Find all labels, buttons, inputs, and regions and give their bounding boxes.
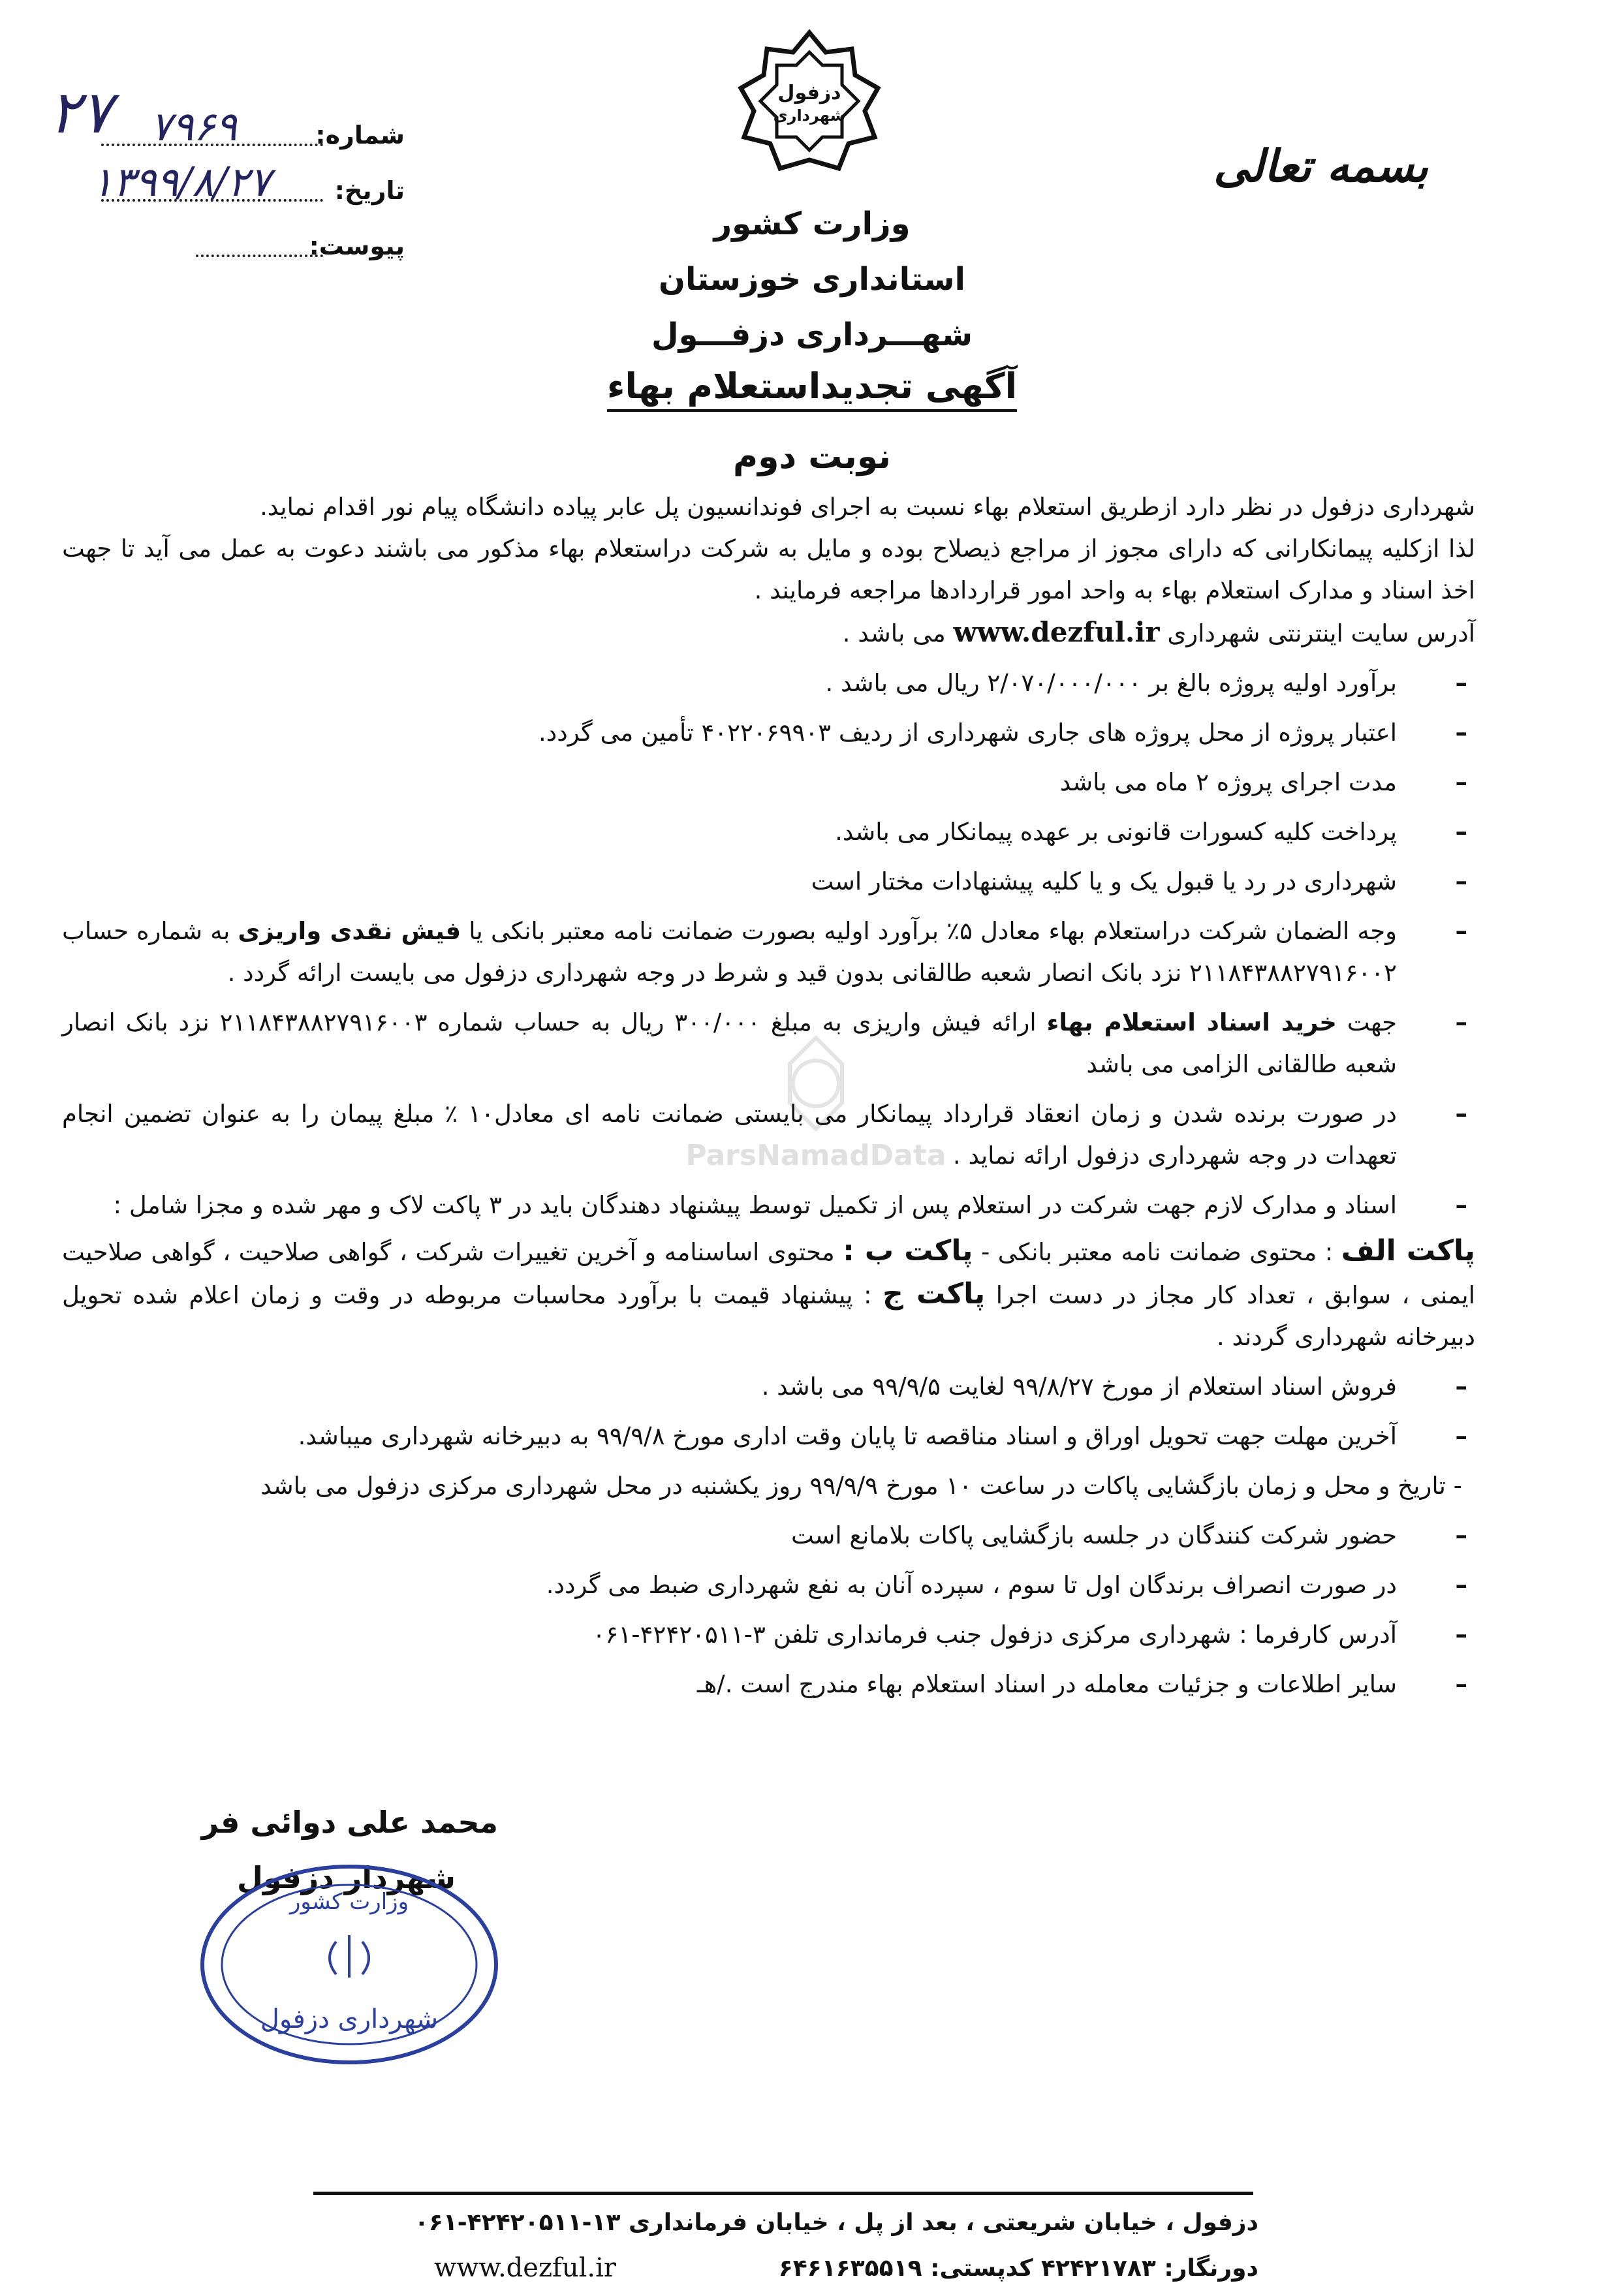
list-item: – شهرداری در رد یا قبول یک و یا کلیه پیشنهادات مختار است [811, 867, 1467, 895]
list-item: – آخرین مهلت جهت تحویل اوراق و اسناد مناقصه تا پایان وقت اداری مورخ ۹۹/۹/۸ به دبیرخانه شهرداری میباشد. [298, 1422, 1467, 1450]
date-label: تاریخ: [334, 176, 405, 205]
list-item: – مدت اجرای پروژه ۲ ماه می باشد [1059, 768, 1467, 796]
list-item: – جهت خرید اسناد استعلام بهاء ارائه فیش واریزی به مبلغ ۳۰۰/۰۰۰ ریال به حساب شماره ۲۱۱۸۴۳۸۸۲۷۹۱۶۰۰۳ نزد بانک انصار شعبه طالقانی الزامی می باشد [62, 1008, 1467, 1078]
footer-fax-postal: دورنگار: ۴۲۴۲۱۷۸۳ کدپستی: ۶۴۶۱۶۳۵۵۱۹ [778, 2255, 1258, 2282]
footer-address: دزفول ، خیابان شریعتی ، بعد از پل ، خیابان فرمانداری ۱۳-۴۲۴۲۰۵۱۱-۰۶۱ [414, 2209, 1258, 2236]
packet-b-text: محتوی اساسنامه و آخرین تغییرات شرکت ، گواهی صلاحیت ، گواهی صلاحیت ایمنی ، سوابق ، تعداد کار مجاز در دست اجرا [62, 1238, 1476, 1309]
list-item: – برآورد اولیه پروژه بالغ بر ۲/۰۷۰/۰۰۰/۰۰۰ ریال می باشد . [825, 669, 1467, 697]
footer-divider [313, 2192, 1253, 2195]
packet-b-label: پاکت ب : [843, 1234, 973, 1267]
attachment-label: پیوست: [309, 232, 405, 260]
basmala-heading: بسمه تعالی [1213, 140, 1428, 193]
list-item: – در صورت انصراف برندگان اول تا سوم ، سپرده آنان به نفع شهرداری ضبط می گردد. [546, 1571, 1467, 1599]
intro-paragraph-2: لذا ازکلیه پیمانکارانی که دارای مجوز از مراجع ذیصلاح بوده و مایل به شرکت دراستعلام بهاء مذکور می باشند دعوت به عمل می آید تا جهت اخذ اسناد و مدارک استعلام بهاء به واحد امور قراردادها مراجعه فرمایند . [62, 535, 1475, 604]
date-value: ۱۳۹۹/۸/۲۷ [91, 158, 271, 206]
list-item: - تاریخ و محل و زمان بازگشایی پاکات در ساعت ۱۰ مورخ ۹۹/۹/۹ روز یکشنبه در محل شهرداری مرکزی دزفول می باشد [260, 1472, 1462, 1500]
announcement-title [0, 365, 1624, 407]
list-item: – اعتبار پروژه از محل پروژه های جاری شهرداری از ردیف ۴۰۲۲۰۶۹۹۰۳ تأمین می گردد. [538, 719, 1467, 747]
ministry-heading: وزارت کشور [713, 206, 911, 242]
seal-top-text: وزارت کشور [289, 1889, 409, 1915]
announcement-round: نوبت دوم [733, 437, 891, 476]
packets-paragraph [62, 1230, 1475, 1358]
list-item: – در صورت برنده شدن و زمان انعقاد قرارداد پیمانکار می بایستی ضمانت نامه ای معادل۱۰ ٪ مبلغ پیمان را به عنوان تضمین انجام تعهدات در وجه شهرداری دزفول ارائه نماید . [62, 1100, 1467, 1170]
province-heading: استانداری خوزستان [659, 261, 965, 298]
list-item: – وجه الضمان شرکت دراستعلام بهاء معادل ۵٪ برآورد اولیه بصورت ضمانت نامه معتبر بانکی یا فیش نقدی واریزی به شماره حساب ۲۱۱۸۴۳۸۸۲۷۹۱۶۰۰۲ نزد بانک انصار شعبه طالقانی بدون قید و شرط در وجه شهرداری دزفول می بایست ارائه گردد . [62, 917, 1467, 987]
packet-c-label: پاکت ج [882, 1277, 986, 1311]
official-seal-icon [196, 1857, 503, 2072]
list-item: – پرداخت کلیه کسورات قانونی بر عهده پیمانکار می باشد. [835, 818, 1467, 846]
cash-receipt-emphasis: فیش نقدی واریزی [238, 917, 461, 945]
number-label: شماره: [315, 121, 405, 149]
attachment-dots [196, 255, 323, 257]
list-item: – حضور شرکت کنندگان در جلسه بازگشایی پاکات بلامانع است [791, 1521, 1467, 1549]
packet-c-text: : پیشنهاد قیمت با برآورد محاسبات مربوطه در وقت و زمان اعلام شده تحویل دبیرخانه شهرداری گردند . [62, 1281, 1475, 1351]
intro-website-line [62, 612, 1475, 655]
margin-note: ۲۷ [49, 78, 112, 147]
packet-a-text: : محتوی ضمانت نامه معتبر بانکی - [980, 1238, 1334, 1266]
site-suffix: می باشد . [842, 619, 946, 647]
purchase-docs-emphasis: خرید اسناد استعلام بهاء [1046, 1008, 1337, 1036]
site-url: www.dezful.ir [953, 616, 1160, 648]
footer-website: www.dezful.ir [434, 2253, 617, 2283]
packet-a-label: پاکت الف [1341, 1234, 1476, 1267]
announcement-body [62, 486, 1475, 1705]
list-item: – فروش اسناد استعلام از مورخ ۹۹/۸/۲۷ لغایت ۹۹/۹/۵ می باشد . [761, 1373, 1467, 1401]
list-item: – آدرس کارفرما : شهرداری مرکزی دزفول جنب فرمانداری تلفن ۳-۴۲۴۲۰۵۱۱-۰۶۱ [592, 1621, 1467, 1649]
signatory-name: محمد علی دوائی فر [201, 1805, 498, 1840]
svg-text:شهرداری: شهرداری [773, 106, 846, 125]
intro-paragraph-1: شهرداری دزفول در نظر دارد ازطریق استعلام بهاء نسبت به اجرای فوندانسیون پل عابر پیاده دانشگاه پیام نور اقدام نماید. [260, 493, 1475, 521]
list-item: – سایر اطلاعات و جزئیات معامله در اسناد استعلام بهاء مندرج است ./هـ [696, 1670, 1467, 1698]
watermark-brand: ParsNamadData [685, 1139, 946, 1172]
number-value: ۷۹۶۹ [150, 102, 238, 150]
site-prefix: آدرس سایت اینترنتی شهرداری [1167, 619, 1475, 647]
seal-bottom-text: شهرداری دزفول [260, 2004, 439, 2034]
list-item: – اسناد و مدارک لازم جهت شرکت در استعلام پس از تکمیل توسط پیشنهاد دهندگان باید در ۳ پاکت لاک و مهر شده و مجزا شامل : [113, 1191, 1467, 1219]
svg-text:دزفول: دزفول [777, 82, 841, 104]
municipality-logo-icon [734, 26, 884, 176]
signatory-title: شهردار دزفول [236, 1860, 456, 1895]
municipality-heading: شهـــرداری دزفـــول [651, 317, 973, 353]
announcement-title-text: آگهی تجدیداستعلام بهاء [607, 365, 1017, 412]
